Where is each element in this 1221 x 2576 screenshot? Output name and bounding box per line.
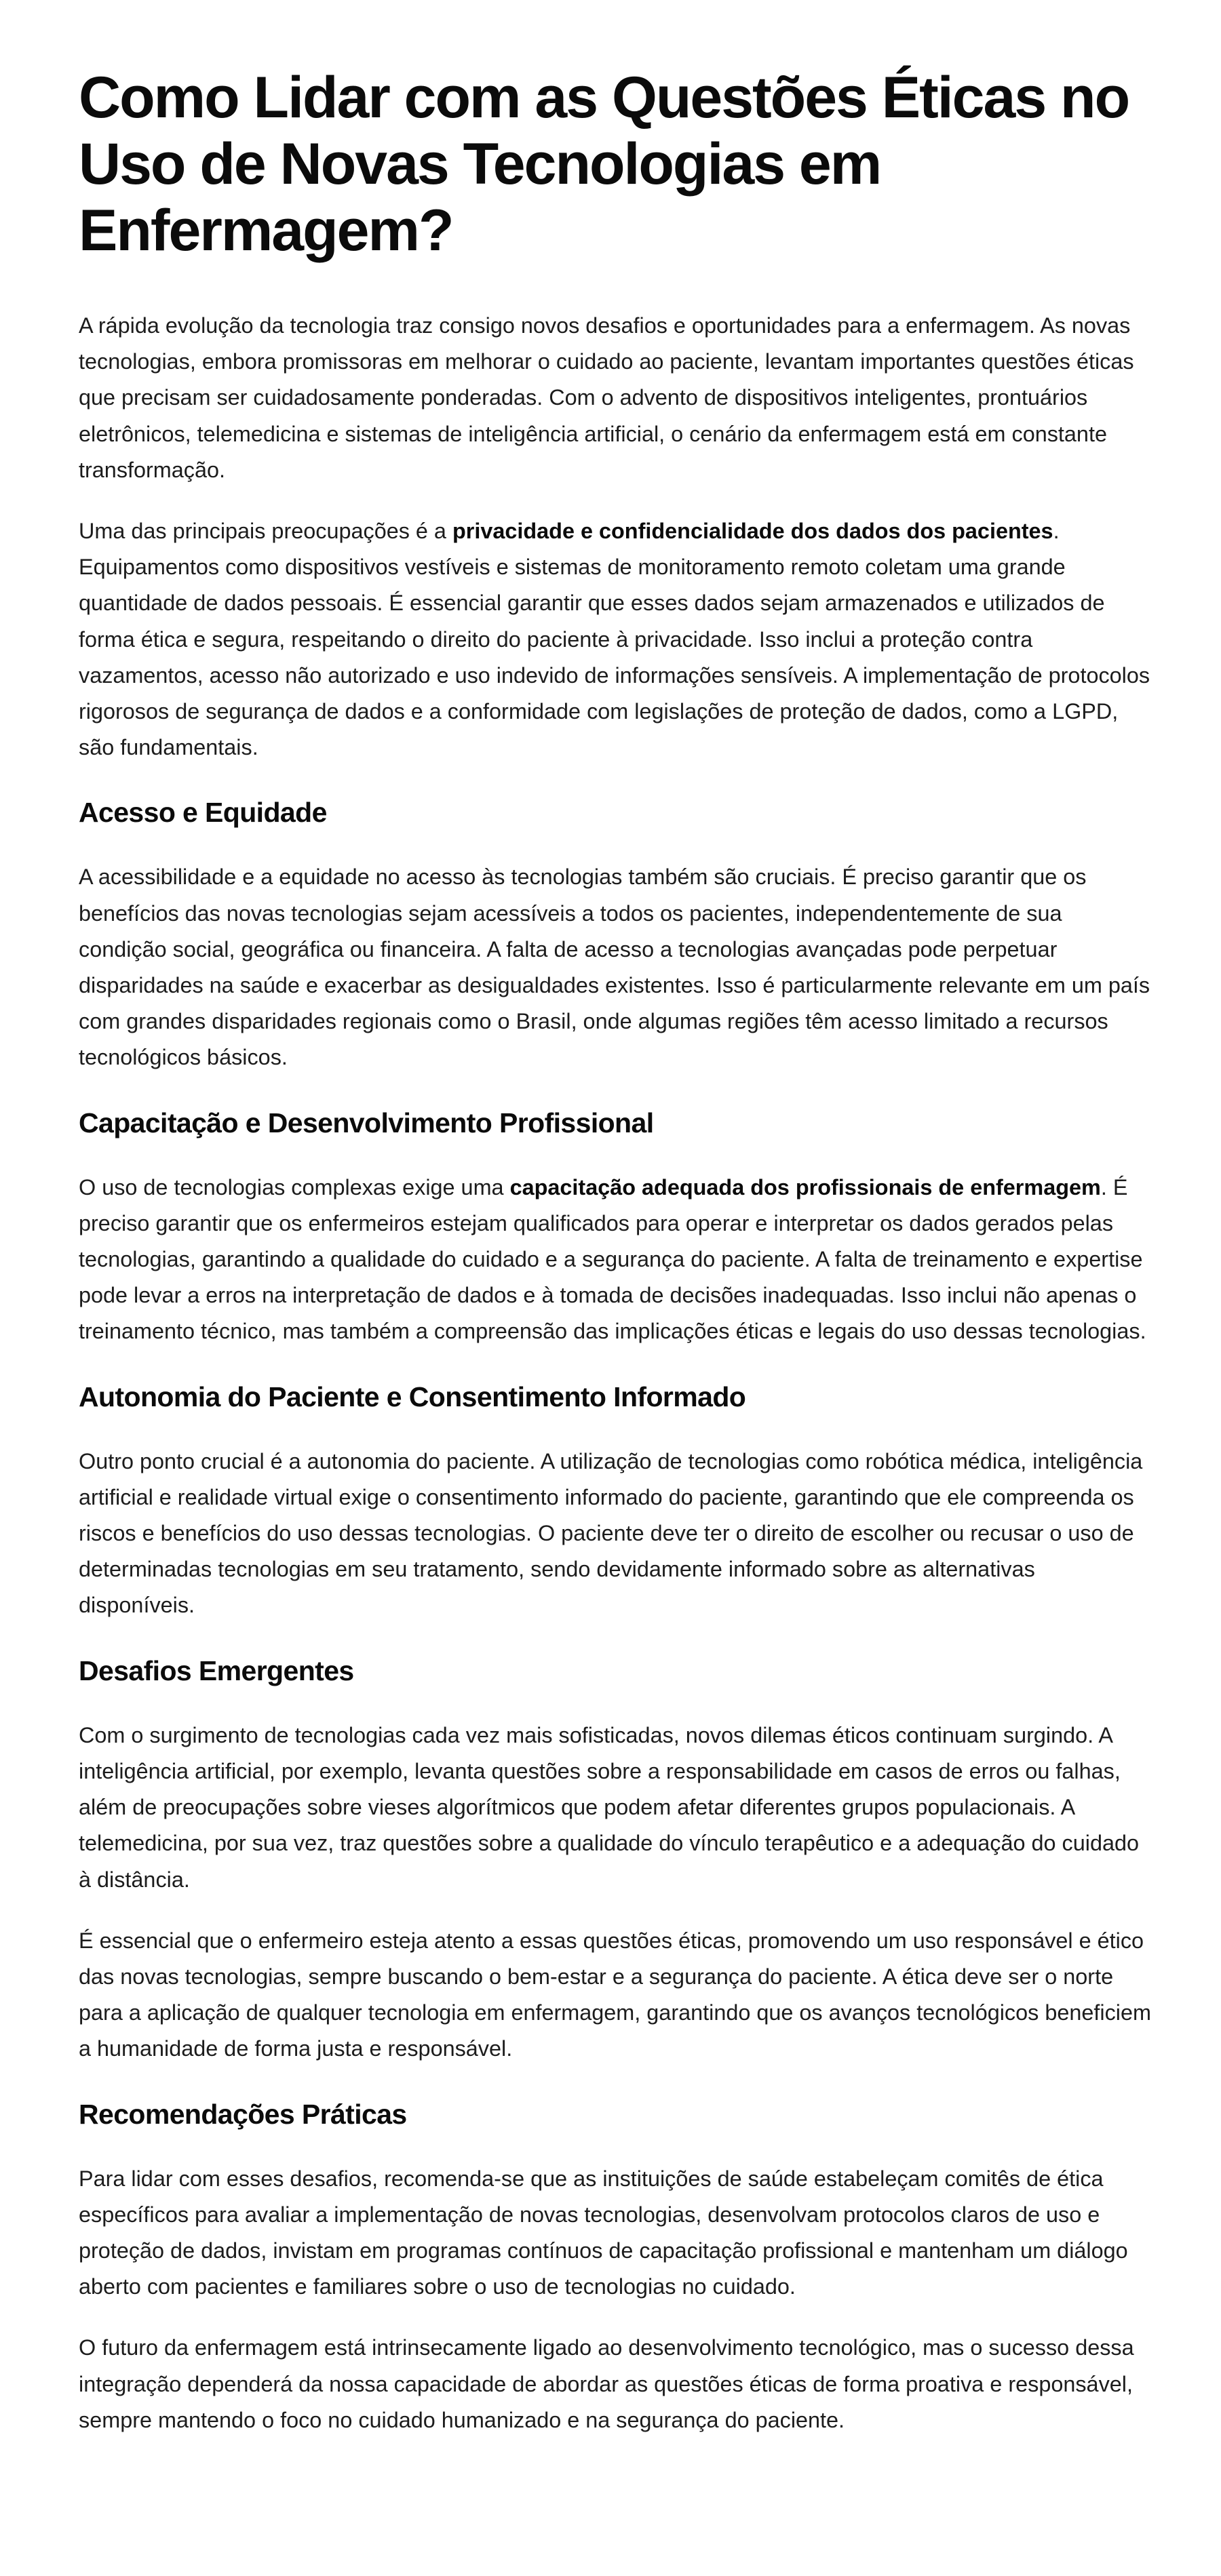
section-heading-autonomy: Autonomia do Paciente e Consentimento Informado <box>79 1381 746 1412</box>
privacy-emphasis: privacidade e confidencialidade dos dados dos pacientes <box>452 519 1053 544</box>
training-paragraph <box>79 1170 1156 1350</box>
section-heading-recommendations: Recomendações Práticas <box>79 2098 407 2130</box>
section-heading-challenges: Desafios Emergentes <box>79 1654 354 1686</box>
section-heading-access: Acesso e Equidade <box>79 797 327 829</box>
article <box>79 0 1156 2438</box>
training-lead: O uso de tecnologias complexas exige uma <box>79 1174 510 1200</box>
page-title: Como Lidar com as Questões Éticas no Uso de Novas Tecnologias em Enfermagem? <box>79 65 1129 263</box>
access-paragraph: A acessibilidade e a equidade no acesso às tecnologias também são cruciais. É preciso garantir que os benefícios das novas tecnologias sejam acessíveis a todos os pacientes, independentemente de sua condição social, geográfica ou financeira. A falta de acesso a tecnologias avançadas pode perpetuar disparidades na saúde e exacerbar as desigualdades existentes. Isso é particularmente relevante em um país com grandes disparidades regionais como o Brasil, onde algumas regiões têm acesso limitado a recursos tecnológicos básicos. <box>79 865 1150 1070</box>
section-heading-training: Capacitação e Desenvolvimento Profissional <box>79 1107 654 1138</box>
training-emphasis: capacitação adequada dos profissionais de enfermagem <box>509 1174 1101 1200</box>
privacy-lead: Uma das principais preocupações é a <box>79 519 452 544</box>
recommendations-paragraph-2: O futuro da enfermagem está intrinsecamente ligado ao desenvolvimento tecnológico, mas o sucesso dessa integração dependerá da nossa capacidade de abordar as questões éticas de forma proativa e responsável, sempre mantendo o foco no cuidado humanizado e na segurança do paciente. <box>79 2335 1134 2432</box>
training-rest: . É preciso garantir que os enfermeiros estejam qualificados para operar e interpretar os dados gerados pelas tecnologias, garantindo a qualidade do cuidado e a segurança do paciente. A falta de treinamento e expertise pode levar a erros na interpretação de dados e à tomada de decisões inadequadas. Isso inclui não apenas o treinamento técnico, mas também a compreensão das implicações éticas e legais do uso dessas tecnologias. <box>79 1174 1146 1344</box>
privacy-rest: . Equipamentos como dispositivos vestíveis e sistemas de monitoramento remoto coletam uma grande quantidade de dados pessoais. É essencial garantir que esses dados sejam armazenados e utilizados de forma ética e segura, respeitando o direito do paciente à privacidade. Isso inclui a proteção contra vazamentos, acesso não autorizado e uso indevido de informações sensíveis. A implementação de protocolos rigorosos de segurança de dados e a conformidade com legislações de proteção de dados, como a LGPD, são fundamentais. <box>79 519 1150 760</box>
autonomy-paragraph: Outro ponto crucial é a autonomia do paciente. A utilização de tecnologias como robótica médica, inteligência artificial e realidade virtual exige o consentimento informado do paciente, garantindo que ele compreenda os riscos e benefícios do uso dessas tecnologias. O paciente deve ter o direito de escolher ou recusar o uso de determinadas tecnologias em seu tratamento, sendo devidamente informado sobre as alternativas disponíveis. <box>79 1448 1143 1618</box>
intro-paragraph: A rápida evolução da tecnologia traz consigo novos desafios e oportunidades para a enfermagem. As novas tecnologias, embora promissoras em melhorar o cuidado ao paciente, levantam importantes questões éticas que precisam ser cuidadosamente ponderadas. Com o advento de dispositivos inteligentes, prontuários eletrônicos, telemedicina e sistemas de inteligência artificial, o cenário da enfermagem está em constante transformação. <box>79 313 1134 482</box>
privacy-paragraph <box>79 513 1156 766</box>
challenges-paragraph-1: Com o surgimento de tecnologias cada vez mais sofisticadas, novos dilemas éticos continuam surgindo. A inteligência artificial, por exemplo, levanta questões sobre a responsabilidade em casos de erros ou falhas, além de preocupações sobre vieses algorítmicos que podem afetar diferentes grupos populacionais. A telemedicina, por sua vez, traz questões sobre a qualidade do vínculo terapêutico e a adequação do cuidado à distância. <box>79 1722 1140 1892</box>
challenges-paragraph-2: É essencial que o enfermeiro esteja atento a essas questões éticas, promovendo um uso responsável e ético das novas tecnologias, sempre buscando o bem-estar e a segurança do paciente. A ética deve ser o norte para a aplicação de qualquer tecnologia em enfermagem, garantindo que os avanços tecnológicos beneficiem a humanidade de forma justa e responsável. <box>79 1928 1151 2061</box>
recommendations-paragraph-1: Para lidar com esses desafios, recomenda-se que as instituições de saúde estabeleçam comitês de ética específicos para avaliar a implementação de novas tecnologias, desenvolvam protocolos claros de uso e proteção de dados, invistam em programas contínuos de capacitação profissional e mantenham um diálogo aberto com pacientes e familiares sobre o uso de tecnologias no cuidado. <box>79 2166 1128 2299</box>
